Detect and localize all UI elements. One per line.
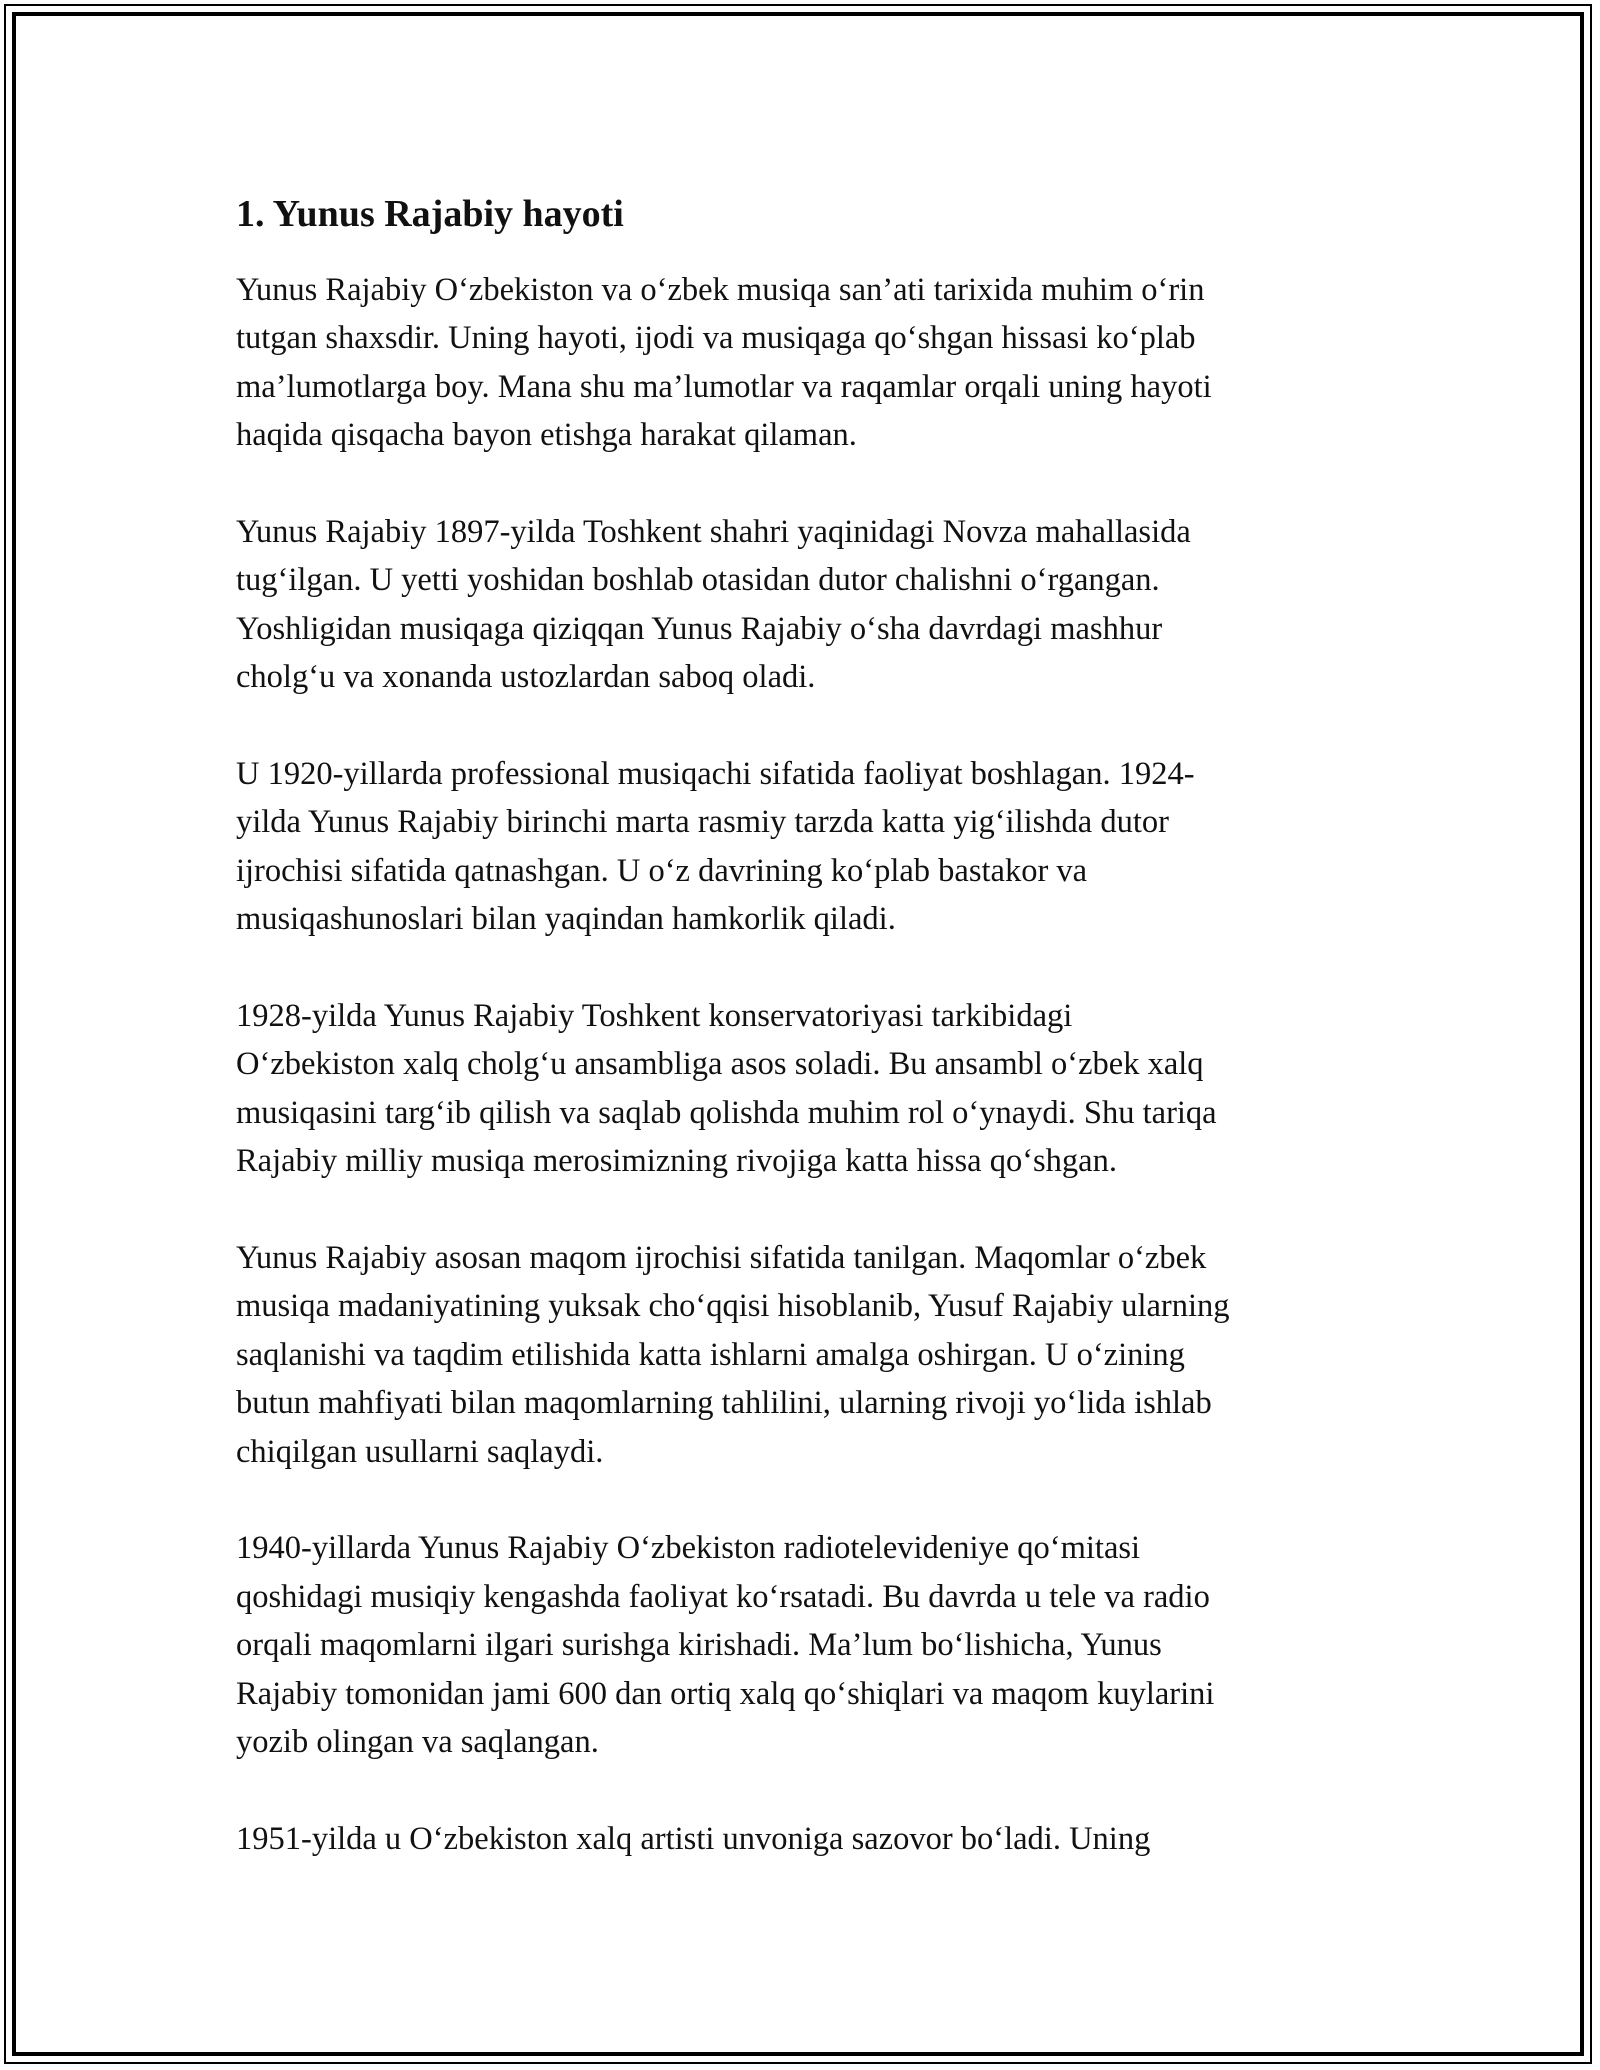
paragraph-3: [236, 750, 1366, 944]
paragraph-1: [236, 266, 1366, 460]
text-line: Yunus Rajabiy 1897-yilda Toshkent shahri yaqinidagi Novza mahallasida: [236, 514, 1191, 551]
text-line: butun mahfiyati bilan maqomlarning tahlilini, ularning rivoji yo‘lida ishlab: [236, 1385, 1212, 1422]
text-line: musiqasini targ‘ib qilish va saqlab qolishda muhim rol o‘ynaydi. Shu tariqa: [236, 1094, 1217, 1131]
text-line: chiqilgan usullarni saqlaydi.: [236, 1433, 604, 1470]
paragraph-7: [236, 1815, 1366, 1863]
text-line: musiqa madaniyatining yuksak cho‘qqisi hisoblanib, Yusuf Rajabiy ularning: [236, 1288, 1230, 1325]
text-line: yozib olingan va saqlangan.: [236, 1724, 599, 1761]
text-line: musiqashunoslari bilan yaqindan hamkorlik qiladi.: [236, 901, 896, 938]
text-line: ijrochisi sifatida qatnashgan. U o‘z davrining ko‘plab bastakor va: [236, 852, 1088, 889]
text-line: cholg‘u va xonanda ustozlardan saboq oladi.: [236, 659, 816, 696]
text-line: Yunus Rajabiy asosan maqom ijrochisi sifatida tanilgan. Maqomlar o‘zbek: [236, 1240, 1207, 1277]
text-line: saqlanishi va taqdim etilishida katta ishlarni amalga oshirgan. U o‘zining: [236, 1336, 1185, 1373]
text-line: U 1920-yillarda professional musiqachi sifatida faoliyat boshlagan. 1924-: [236, 756, 1195, 793]
text-line: tutgan shaxsdir. Uning hayoti, ijodi va musiqaga qo‘shgan hissasi ko‘plab: [236, 320, 1196, 357]
text-line: qoshidagi musiqiy kengashda faoliyat ko‘rsatadi. Bu davrda u tele va radio: [236, 1578, 1210, 1615]
document-body: [236, 186, 1366, 1912]
text-line: tug‘ilgan. U yetti yoshidan boshlab otasidan dutor chalishni o‘rgangan.: [236, 562, 1160, 599]
paragraph-6: [236, 1524, 1366, 1766]
text-line: 1928-yilda Yunus Rajabiy Toshkent konservatoriyasi tarkibidagi: [236, 998, 1073, 1035]
paragraph-4: [236, 992, 1366, 1186]
section-heading: 1. Yunus Rajabiy hayoti: [236, 193, 624, 235]
text-line: Yoshligidan musiqaga qiziqqan Yunus Rajabiy o‘sha davrdagi mashhur: [236, 610, 1163, 647]
text-line: orqali maqomlarni ilgari surishga kirishadi. Ma’lum bo‘lishicha, Yunus: [236, 1627, 1162, 1664]
text-line: yilda Yunus Rajabiy birinchi marta rasmiy tarzda katta yig‘ilishda dutor: [236, 804, 1169, 841]
text-line: 1951-yilda u O‘zbekiston xalq artisti unvoniga sazovor bo‘ladi. Uning: [236, 1820, 1151, 1857]
paragraph-5: [236, 1234, 1366, 1476]
text-line: haqida qisqacha bayon etishga harakat qilaman.: [236, 417, 857, 454]
text-line: O‘zbekiston xalq cholg‘u ansambliga asos soladi. Bu ansambl o‘zbek xalq: [236, 1046, 1204, 1083]
paragraph-2: [236, 508, 1366, 702]
text-line: Rajabiy milliy musiqa merosimizning rivojiga katta hissa qo‘shgan.: [236, 1143, 1117, 1180]
text-line: ma’lumotlarga boy. Mana shu ma’lumotlar va raqamlar orqali uning hayoti: [236, 368, 1212, 405]
text-line: Rajabiy tomonidan jami 600 dan ortiq xalq qo‘shiqlari va maqom kuylarini: [236, 1675, 1215, 1712]
text-line: Yunus Rajabiy O‘zbekiston va o‘zbek musiqa san’ati tarixida muhim o‘rin: [236, 272, 1205, 308]
text-line: 1940-yillarda Yunus Rajabiy O‘zbekiston radiotelevideniye qo‘mitasi: [236, 1530, 1141, 1567]
